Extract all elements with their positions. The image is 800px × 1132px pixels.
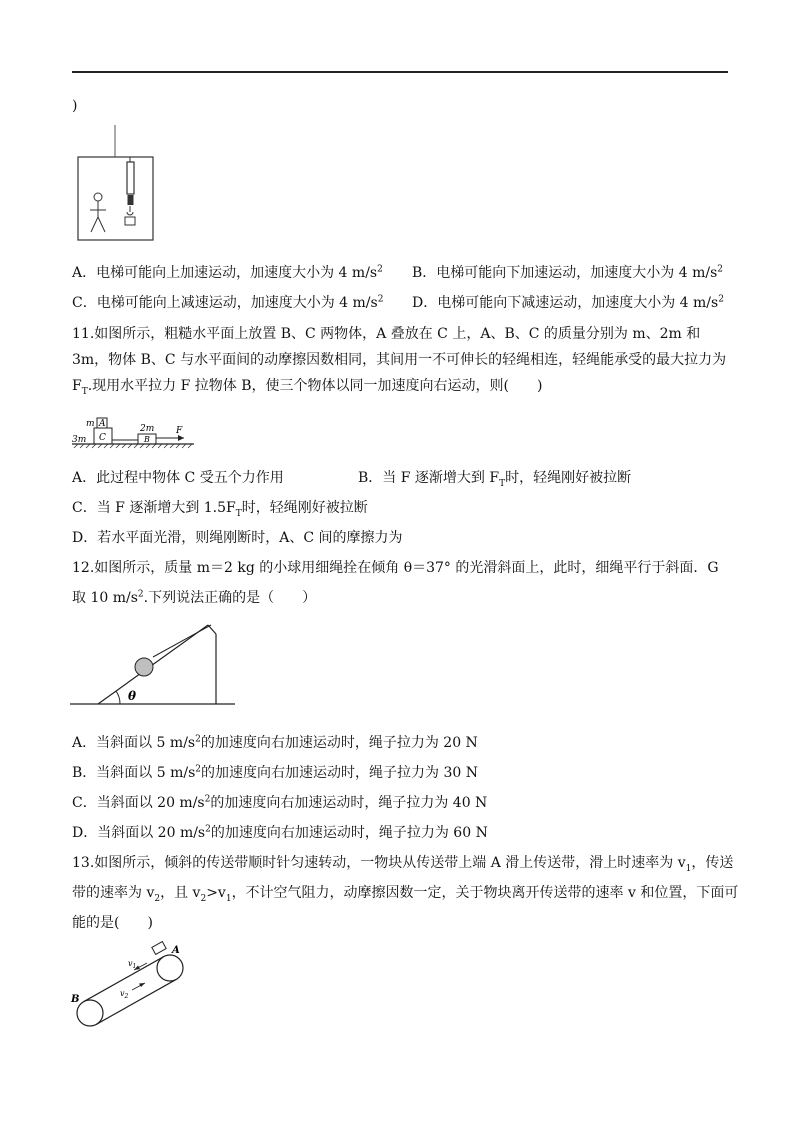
q13-stem-line2: 带的速率为 $v_2$，且 $v_2>v_1$，不计空气阻力，动摩擦因数一定，关于物块离开传送带的速率 v 和位置，下面可	[72, 885, 739, 904]
q12-stem-line1: 12.如图所示，质量 m＝2 kg 的小球用细绳拴在倾角 θ＝37° 的光滑斜面上，此时，细绳平行于斜面．G	[72, 560, 719, 576]
q12-option-c: C．当斜面以 20 $m/s^2$的加速度向右加速运动时，绳子拉力为 40 N	[72, 794, 488, 811]
q11-option-c: C．当 F 逐渐增大到 $1.5F_T$时，轻绳刚好被拉断	[72, 500, 368, 519]
q10-option-a: A．电梯可能向上加速运动，加速度大小为 4 $m/s^2$	[72, 264, 383, 281]
q11-stem: 11.如图所示，粗糙水平面上放置 B、C 两物体，A 叠放在 C 上，A、B、C 的质量分别为 m、2m 和 3m，物体 B、C 与水平面间的动摩擦因数相同，其间用一不可伸长的轻绳相连，轻绳能承受的最大拉力为 $F_T$.现用水平拉力 F 拉物体 B，使三个物体以同一加速度向右运动，则( )	[72, 326, 727, 397]
q13-stem-line1: 13.如图所示，倾斜的传送带顺时针匀速转动，一物块从传送带上端 A 滑上传送带，滑上时速率为 $v_1$，传送	[72, 855, 734, 874]
header-rule	[72, 71, 728, 73]
q11-option-a: A．此过程中物体 C 受五个力作用	[72, 470, 284, 486]
label-a: A	[99, 419, 106, 429]
q12-stem-line2: 取 10 $m/s^2$.下列说法正确的是（ ）	[72, 589, 317, 606]
label-c: C	[99, 433, 106, 443]
q10-option-d: D．电梯可能向下减速运动，加速度大小为 4 $m/s^2$	[412, 294, 724, 311]
theta-label: θ	[128, 689, 137, 703]
label-v1: $v_1$	[128, 959, 137, 970]
q10-option-c: C．电梯可能向上减速运动，加速度大小为 4 $m/s^2$	[72, 294, 384, 311]
label-m: m	[86, 419, 95, 429]
label-a: A	[172, 945, 180, 956]
q12-option-b: B．当斜面以 5 $m/s^2$的加速度向右加速运动时，绳子拉力为 30 N	[72, 764, 478, 781]
conveyor-figure	[70, 940, 195, 1030]
q11-option-b: B．当 F 逐渐增大到 $F_T$时，轻绳刚好被拉断	[358, 470, 632, 489]
incline-figure	[70, 612, 250, 712]
label-2m: 2m	[140, 424, 155, 434]
blocks-figure	[72, 412, 197, 452]
label-f: F	[176, 426, 183, 436]
label-v2: $v_2$	[120, 989, 129, 1000]
label-3m: 3m	[72, 435, 87, 445]
q10-stem-tail: )	[72, 98, 78, 114]
q12-option-d: D．当斜面以 20 $m/s^2$的加速度向右加速运动时，绳子拉力为 60 N	[72, 824, 488, 841]
label-b: B	[144, 435, 150, 444]
q10-option-b: B．电梯可能向下加速运动，加速度大小为 4 $m/s^2$	[412, 264, 724, 281]
elevator-figure	[70, 120, 160, 245]
q13-stem-line3: 能的是( )	[72, 915, 153, 931]
label-b: B	[71, 994, 80, 1005]
q11-option-d: D．若水平面光滑，则绳刚断时，A、C 间的摩擦力为	[72, 530, 403, 546]
q12-option-a: A．当斜面以 5 $m/s^2$的加速度向右加速运动时，绳子拉力为 20 N	[72, 734, 478, 751]
